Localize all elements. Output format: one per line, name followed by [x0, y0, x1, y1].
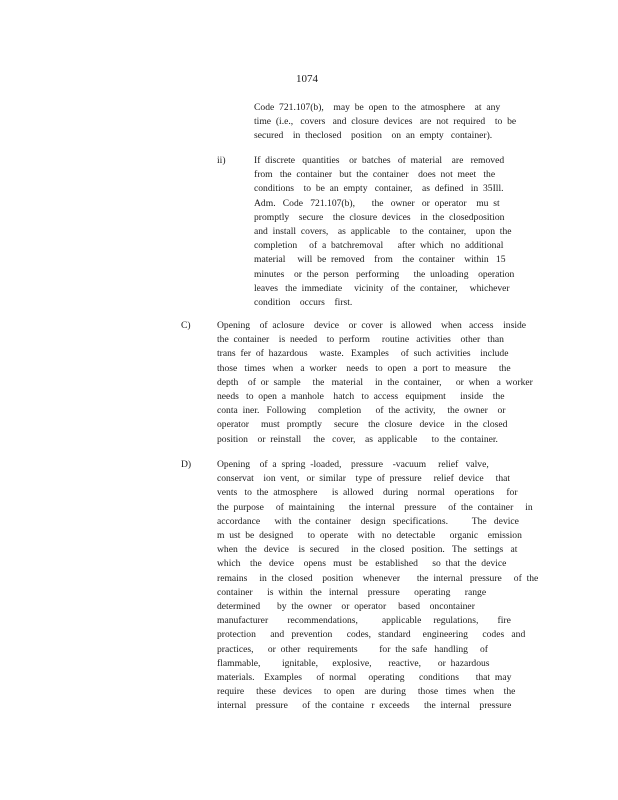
- text-line: condition occurs first.: [254, 297, 353, 309]
- text-line: and install covers, as applicable to the container, upon the: [254, 226, 512, 238]
- text-line: time (i.e., covers and closure devices are not required to be: [254, 116, 517, 128]
- text-line: internal pressure of the containe r exceeds the internal pressure: [217, 700, 512, 712]
- text-line: vents to the atmosphere is allowed during normal operations for: [217, 487, 518, 499]
- text-line: Adm. Code 721.107(b), the owner or operator mu st: [254, 197, 500, 209]
- text-line: Opening of a spring -loaded, pressure -vacuum relief valve,: [217, 459, 489, 470]
- text-line: depth of or sample the material in the container, or when a worker: [217, 376, 533, 388]
- item-ii-paragraph: [254, 154, 514, 310]
- text-line: needs to open a manhole hatch to access equipment inside the: [217, 391, 505, 403]
- text-line: protection and prevention codes, standard engineering codes and: [217, 629, 526, 641]
- text-line: the container is needed to perform routine activities other than: [217, 334, 504, 346]
- text-line: trans fer of hazardous waste. Examples of such activities include: [217, 348, 509, 360]
- text-line: operator must promptly secure the closure device in the closed: [217, 419, 508, 431]
- text-line: completion of a batchremoval after which no additional: [254, 240, 504, 252]
- text-line: material will be removed from the container within 15: [254, 254, 506, 266]
- text-line: materials. Examples of normal operating conditions that may: [217, 672, 512, 684]
- page-number: 1074: [296, 73, 318, 85]
- text-line: conditions to be an empty container, as defined in 35Ill.: [254, 183, 504, 195]
- text-line: promptly secure the closure devices in the closedposition: [254, 211, 505, 223]
- item-d-label: D): [181, 459, 192, 470]
- text-line: minutes or the person performing the unloading operation: [254, 268, 515, 280]
- text-line: position or reinstall the cover, as applicable to the container.: [217, 433, 498, 445]
- text-line: accordance with the container design specifications. The device: [217, 515, 519, 527]
- text-line: conta iner. Following completion of the activity, the owner or: [217, 405, 506, 417]
- item-ii-label: ii): [217, 155, 226, 166]
- text-line: container is within the internal pressure operating range: [217, 586, 487, 598]
- text-line: m ust be designed to operate with no detectable organic emission: [217, 530, 522, 542]
- text-line: secured in theclosed position on an empty container).: [254, 130, 493, 142]
- text-line: remains in the closed position whenever the internal pressure of the: [217, 572, 539, 584]
- text-line: when the device is secured in the closed position. The settings at: [217, 544, 518, 556]
- text-line: Opening of aclosure device or cover is allowed when access inside: [217, 320, 527, 331]
- text-line: which the device opens must be established so that the device: [217, 558, 507, 570]
- text-line: If discrete quantities or batches of material are removed: [254, 155, 505, 166]
- item-d-paragraph: [217, 458, 538, 714]
- text-line: practices, or other requirements for the safe handling of: [217, 643, 488, 655]
- text-line: flammable, ignitable, explosive, reactive, or hazardous: [217, 657, 490, 669]
- text-line: those times when a worker needs to open a port to measure the: [217, 362, 511, 374]
- continuation-paragraph: [254, 101, 516, 144]
- text-line: determined by the owner or operator based oncontainer: [217, 601, 475, 613]
- text-line: leaves the immediate vicinity of the container, whichever: [254, 282, 510, 294]
- item-c-paragraph: [217, 319, 533, 447]
- item-c-label: C): [181, 320, 191, 331]
- text-line: manufacturer recommendations, applicable regulations, fire: [217, 615, 511, 627]
- text-line: from the container but the container does not meet the: [254, 169, 496, 181]
- text-line: Code 721.107(b), may be open to the atmosphere at any: [254, 102, 501, 113]
- text-line: the purpose of maintaining the internal pressure of the container in: [217, 501, 533, 513]
- text-line: require these devices to open are during those times when the: [217, 686, 516, 698]
- text-line: conservat ion vent, or similar type of pressure relief device that: [217, 473, 511, 485]
